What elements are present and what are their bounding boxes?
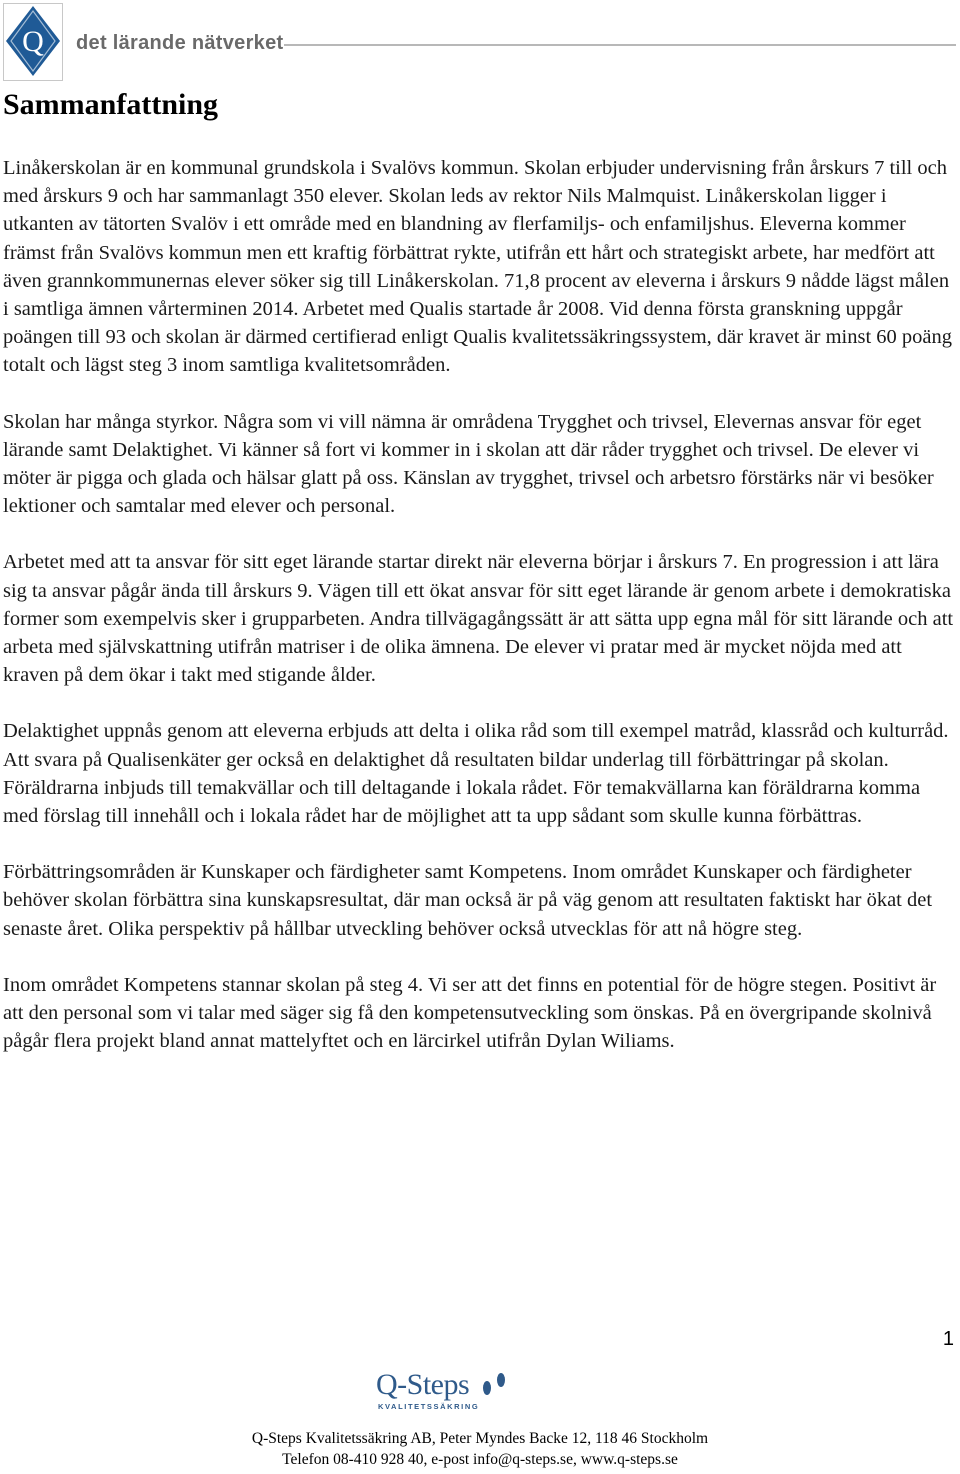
brand-text: det lärande nätverket	[76, 32, 284, 54]
page-number: 1	[942, 1328, 954, 1350]
paragraph: Förbättringsområden är Kunskaper och färdigheter samt Kompetens. Inom området Kunskaper och färdigheter behöver skolan förbättra sina kunskapsresultat, där man också är på väg genom att resultaten faktiskt har ökat det senaste året. Olika perspektiv på hållbar utveckling behöver också utvecklas för att nå högre steg.	[3, 861, 933, 940]
paragraph: Delaktighet uppnås genom att eleverna erbjuds att delta i olika råd som till exempel matråd, klassråd och kulturråd. Att svara på Qualisenkäter ger också en delaktighet då resultaten bildar underlag till förbättringar på skolan. Föräldrarna inbjuds till temakvällar och till deltagande i lokala rådet. För temakvällarna kan föräldrarna komma med förslag till innehåll och i lokala rådet har de möjlighet att ta upp sådant som skulle kunna förbättras.	[3, 720, 949, 828]
header-rule	[284, 44, 956, 46]
paragraph: Inom området Kompetens stannar skolan på steg 4. Vi ser att det finns en potential för de högre stegen. Positivt är att den personal som vi talar med säger sig få den kompetensutveckling som önskas. På en övergripande skolnivå pågår flera projekt bland annat mattelyftet och en lärcirkel utifrån Dylan Wiliams.	[3, 973, 937, 1053]
footer-contact: Telefon 08-410 928 40, e-post info@q-steps.se, www.q-steps.se	[282, 1451, 678, 1468]
q-logo-letter: Q	[22, 25, 44, 58]
paragraph: Linåkerskolan är en kommunal grundskola i Svalövs kommun. Skolan erbjuder undervisning från årskurs 7 till och med årskurs 9 och har sammanlagt 350 elever. Skolan leds av rektor Nils Malmquist. Linåkerskolan ligger i utkanten av tätorten Svalöv i ett område med en blandning av flerfamiljs- och enfamiljshus. Eleverna kommer främst från Svalövs kommun men ett kraftig förbättrat rykte, utifrån ett hårt och strategiskt arbete, har medfört att även grannkommunernas elever söker sig till Linåkerskolan. 71,8 procent av eleverna i årskurs 9 nådde lägst målen i samtliga ämnen vårterminen 2014. Arbetet med Qualis startade år 2008. Vid denna första granskning uppgår poängen till 93 och skolan är därmed certifierad enligt Qualis kvalitetssäkringssystem, där kravet är minst 60 poäng totalt och lägst steg 3 inom samtliga kvalitetsområden.	[3, 157, 953, 377]
page-title: Sammanfattning	[3, 88, 219, 121]
summary-body	[3, 154, 955, 1083]
q-steps-logo-subtext: KVALITETSSÄKRING	[378, 1402, 480, 1411]
q-steps-logo-text: Q-Steps	[376, 1368, 470, 1401]
q-logo-icon	[3, 3, 63, 81]
page-header	[0, 0, 960, 86]
q-steps-logo	[376, 1368, 480, 1414]
footsteps-icon	[478, 1370, 514, 1398]
paragraph: Skolan har många styrkor. Några som vi vill nämna är områdena Trygghet och trivsel, Elevernas ansvar för eget lärande samt Delaktighet. Vi känner så fort vi kommer in i skolan att där råder trygghet och trivsel. De elever vi möter är pigga och glada och hälsar glatt på oss. Känslan av trygghet, trivsel och arbetsro förstärks när vi besöker lektioner och samtalar med elever och personal.	[3, 410, 934, 518]
footer-address: Q-Steps Kvalitetssäkring AB, Peter Myndes Backe 12, 118 46 Stockholm	[251, 1430, 709, 1447]
paragraph: Arbetet med att ta ansvar för sitt eget lärande startar direkt när eleverna börjar i årskurs 7. En progression i att lära sig ta ansvar pågår ända till årskurs 9. Vägen till ett ökat ansvar för sitt eget lärande är genom arbete i demokratiska former som exempelvis sker i grupparbeten. Andra tillvägagångssätt är att sätta upp egna mål för sitt lärande och att arbeta med självskattning utifrån matriser i de olika ämnena. De elever vi pratar med är mycket nöjda med att kraven på dem ökar i takt med stigande ålder.	[3, 551, 954, 687]
